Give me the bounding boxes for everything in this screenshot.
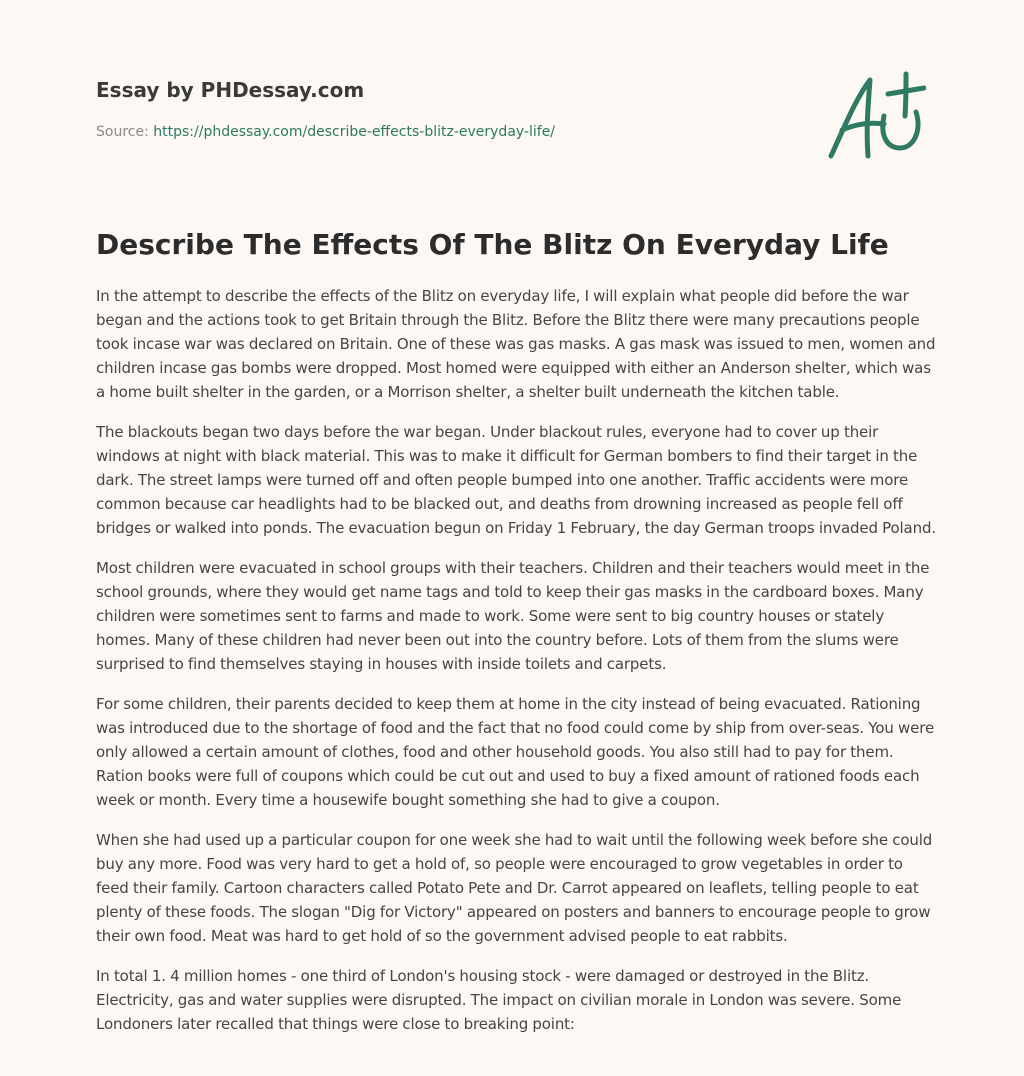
essay-title: Describe The Effects Of The Blitz On Everyday Life <box>96 228 889 261</box>
source-label: Source: <box>96 124 149 140</box>
essay-body <box>96 284 936 1052</box>
essay-paragraph: The blackouts began two days before the war began. Under blackout rules, everyone had to cover up their windows at night with black material. This was to make it difficult for German bombers to find their target in the dark. The street lamps were turned off and often people bumped into one another. Traffic accidents were more common because car headlights had to be blacked out, and deaths from drowning increased as people fell off bridges or walked into ponds. The evacuation begun on Friday 1 February, the day German troops invaded Poland. <box>96 423 936 537</box>
essay-paragraph: In total 1. 4 million homes - one third of London's housing stock - were damaged or destroyed in the Blitz. Electricity, gas and water supplies were disrupted. The impact on civilian morale in London was severe. Some Londoners later recalled that things were close to breaking point: <box>96 967 902 1033</box>
site-title: Essay by PHDessay.com <box>96 78 365 102</box>
a-plus-grade-icon <box>826 68 926 164</box>
essay-paragraph: For some children, their parents decided to keep them at home in the city instead of being evacuated. Rationing was introduced due to the shortage of food and the fact that no food could come by ship from over-seas. You were only allowed a certain amount of clothes, food and other household goods. You also still had to pay for them. Ration books were full of coupons which could be cut out and used to buy a fixed amount of rationed foods each week or month. Every time a housewife bought something she had to give a coupon. <box>96 695 935 809</box>
essay-paragraph: Most children were evacuated in school groups with their teachers. Children and their teachers would meet in the school grounds, where they would get name tags and told to keep their gas masks in the cardboard boxes. Many children were sometimes sent to farms and made to work. Some were sent to big country houses or stately homes. Many of these children had never been out into the country before. Lots of them from the slums were surprised to find themselves staying in houses with inside toilets and carpets. <box>96 559 930 673</box>
essay-paragraph: In the attempt to describe the effects of the Blitz on everyday life, I will explain what people did before the war began and the actions took to get Britain through the Blitz. Before the Blitz there were many precautions people took incase war was declared on Britain. One of these was gas masks. A gas mask was issued to men, women and children incase gas bombs were dropped. Most homed were equipped with either an Anderson shelter, which was a home built shelter in the garden, or a Morrison shelter, a shelter built underneath the kitchen table. <box>96 287 936 401</box>
source-line <box>96 122 555 142</box>
source-link[interactable]: https://phdessay.com/describe-effects-blitz-everyday-life/ <box>153 124 556 140</box>
essay-paragraph: When she had used up a particular coupon for one week she had to wait until the following week before she could buy any more. Food was very hard to get a hold of, so people were encouraged to grow vegetables in order to feed their family. Cartoon characters called Potato Pete and Dr. Carrot appeared on leaflets, telling people to eat plenty of these foods. The slogan "Dig for Victory" appeared on posters and banners to encourage people to grow their own food. Meat was hard to get hold of so the government advised people to eat rabbits. <box>96 831 933 945</box>
